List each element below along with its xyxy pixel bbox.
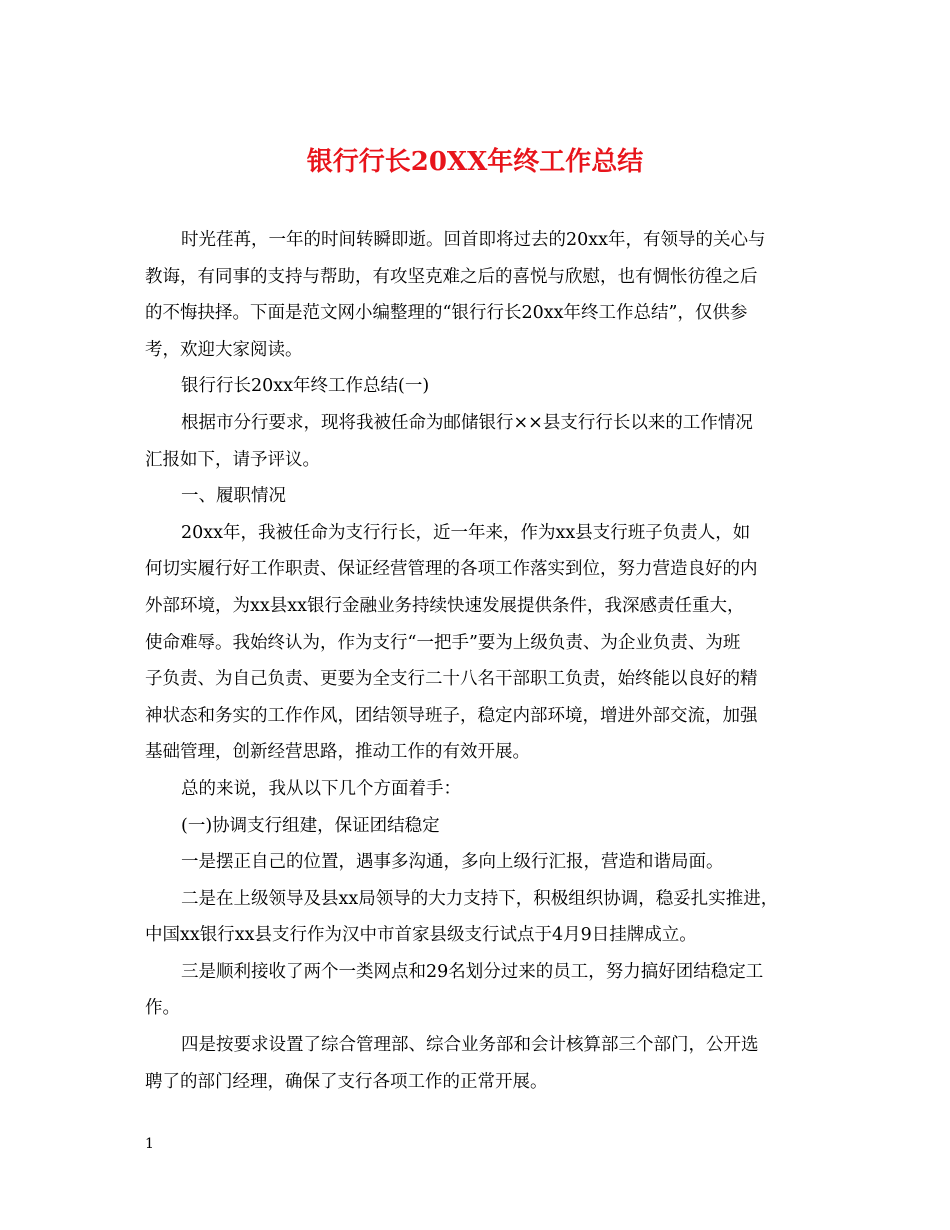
paragraph-line: 何切实履行好工作职责、保证经营管理的各项工作落实到位，努力营造良好的内: [145, 559, 758, 580]
paragraph-line: 教诲，有同事的支持与帮助，有攻坚克难之后的喜悦与欣慰，也有惆怅彷徨之后: [145, 266, 758, 287]
paragraph-line: 考，欢迎大家阅读。: [145, 339, 303, 360]
paragraph-line: 总的来说，我从以下几个方面着手：: [181, 778, 461, 799]
paragraph-line: 时光荏苒，一年的时间转瞬即逝。回首即将过去的20xx年，有领导的关心与: [181, 230, 766, 250]
paragraph-line: 汇报如下，请予评议。: [145, 449, 320, 470]
document-body: [145, 222, 815, 1100]
paragraph-line: 基础管理，创新经营思路，推动工作的有效开展。: [145, 742, 530, 763]
paragraph-line: 中国xx银行xx县支行作为汉中市首家县级支行试点于4月9日挂牌成立。: [145, 925, 697, 946]
paragraph-line: 作。: [145, 998, 180, 1019]
paragraph-line: 外部环境，为xx县xx银行金融业务持续快速发展提供条件，我深感责任重大，: [145, 595, 745, 616]
paragraph-line: 三是顺利接收了两个一类网点和29名划分过来的员工，努力搞好团结稳定工: [181, 961, 764, 982]
section-heading: 一、履职情况: [181, 486, 286, 507]
paragraph-line: 的不悔抉择。下面是范文网小编整理的“银行行长20xx年终工作总结”，仅供参: [145, 303, 748, 324]
section-heading: (一)协调支行组建，保证团结稳定: [181, 815, 440, 836]
section-heading: 银行行长20xx年终工作总结(一): [181, 376, 430, 397]
paragraph-line: 使命难辱。我始终认为，作为支行“一把手”要为上级负责、为企业负责、为班: [145, 632, 741, 653]
paragraph-line: 二是在上级领导及县xx局领导的大力支持下，积极组织协调，稳妥扎实推进，: [181, 888, 779, 909]
paragraph-line: 聘了的部门经理，确保了支行各项工作的正常开展。: [145, 1071, 548, 1092]
paragraph-line: 根据市分行要求，现将我被任命为邮储银行××县支行行长以来的工作情况: [181, 412, 753, 433]
page-number: 1: [145, 1136, 154, 1152]
paragraph-line: 四是按要求设置了综合管理部、综合业务部和会计核算部三个部门，公开选: [181, 1035, 759, 1056]
paragraph-line: 一是摆正自己的位置，遇事多沟通，多向上级行汇报，营造和谐局面。: [181, 852, 724, 873]
paragraph-line: 20xx年，我被任命为支行行长，近一年来，作为xx县支行班子负责人，如: [181, 522, 751, 543]
paragraph-line: 子负责、为自己负责、更要为全支行二十八名干部职工负责，始终能以良好的精: [145, 669, 758, 690]
paragraph-line: 神状态和务实的工作作风，团结领导班子，稳定内部环境，增进外部交流，加强: [145, 705, 758, 726]
document-title: 银行行长20XX年终工作总结: [306, 147, 644, 177]
